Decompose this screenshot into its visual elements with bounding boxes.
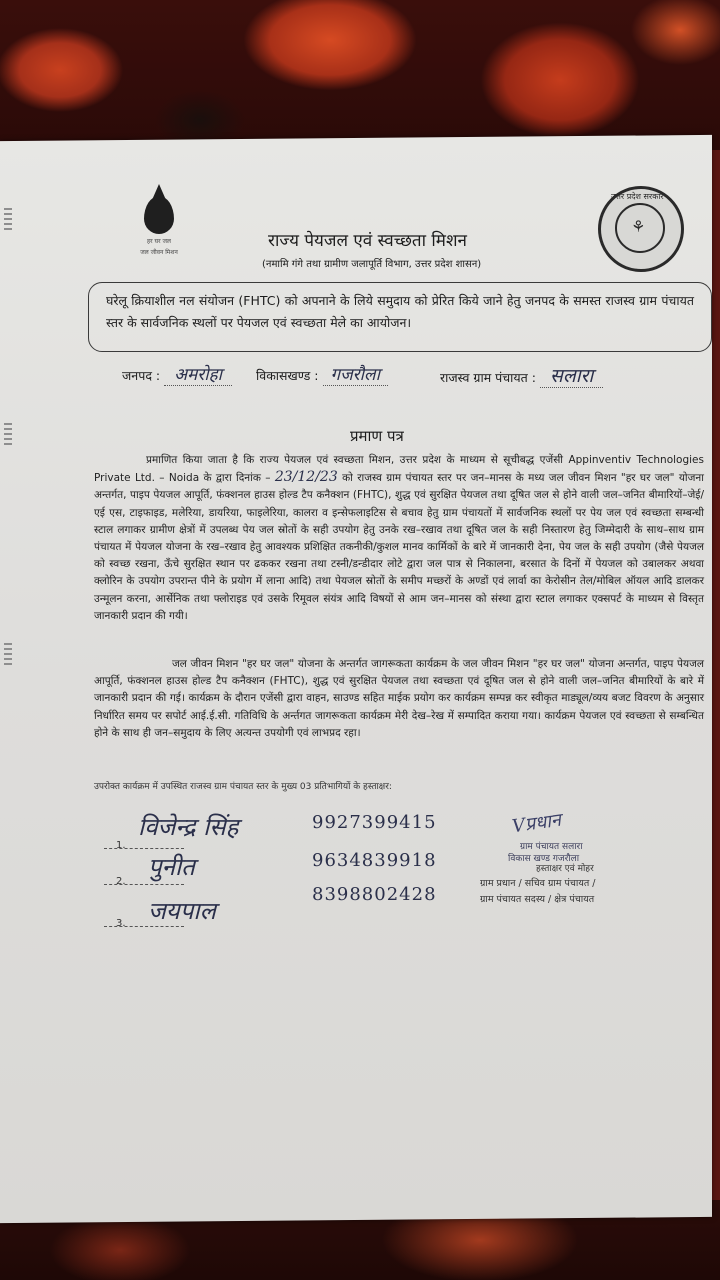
mission-title: राज्य पेयजल एवं स्वच्छता मिशन — [268, 231, 467, 251]
participant-number: 1. — [116, 840, 126, 851]
seal-emblem-icon: ⚘ — [631, 217, 646, 236]
participant-name: विजेन्द्र सिंह — [138, 813, 239, 841]
stamp-line-1: ग्राम पंचायत सलारा — [520, 842, 583, 852]
fabric-background-top — [0, 0, 720, 150]
punch-holes-top — [4, 205, 18, 233]
block-label: विकासखण्ड : — [256, 368, 319, 383]
block-value: गजरौला — [323, 365, 388, 386]
logo-caption-2: जल जीवन मिशन — [140, 249, 178, 256]
certificate-paragraph-1 — [94, 452, 704, 625]
stamp-line-2: विकास खण्ड गजरौला — [508, 854, 580, 864]
certificate-paragraph-2: जल जीवन मिशन "हर घर जल" योजना के अन्तर्गत जागरूकता कार्यक्रम के जल जीवन मिशन "हर घर जल" योजना अन्तर्गत, पाइप पेयजल आपूर्ति, फंक्शनल हाउस होल्ड टैप कनैक्शन (FHTC), शुद्ध एवं सुरक्षित पेयजल तथा स्वच्छता एवं दूषित जल से होने वाली जल–जनित बीमारियों के बारे में जानकारी प्रदान की गई। कार्यक्रम के दौरान एजेंसी द्वारा वाहन, साउण्ड सहित माईक प्रयोग कर कार्यक्रम सम्पन्न कर स्वीकृत माड्यूल/व्यय बजट विवरण के अनुसार निर्धारित समय पर सपोर्ट आई.ई.सी. गतिविधि के अर्न्तगत जागरूकता कार्यक्रम मेरी देख–रेख में सम्पादित कराया गया। कार्यक्रम पेयजल एवं स्वच्छता से सम्बन्धित होने के साथ ही जन–समुदाय के लिए अत्यन्त उपयोगी एवं लाभप्रद रहा। — [94, 658, 704, 739]
mission-subtitle: (नमामि गंगे तथा ग्रामीण जलापूर्ति विभाग, उत्तर प्रदेश शासन) — [262, 259, 482, 270]
paragraph-1-part-2: को राजस्व ग्राम पंचायत स्तर पर जन–मानस के मध्य जल जीवन मिशन "हर घर जल" योजना अन्तर्गत, पाइप पेयजल आपूर्ति, फंक्शनल हाउस होल्ड टैप कनैक्शन (FHTC), शुद्ध एवं सुरक्षित पेयजल तथा दूषित जल से होने वाली जल–जनित बीमारियों–जेई/एई एस, टाइफाइड, मलेरिया, डायरिया, फाइलेरिया, कालरा व इन्सेफलाइटिस से बचाव हेतु ग्राम पंचायतों में सार्वजनिक स्थलों पर पेय जल एवं स्वच्छता सम्बन्धी स्टाल लगाकर ग्रामीण क्षेत्रों में उपलब्ध पेय जल स्रोतों के सही उपयोग हेतु उनके रख–रखाव तथा दूषित जल के सही निस्तारण हेतु जिम्मेदारी के साथ–साथ ग्राम पंचायत में पेयजल योजना के रख–रखाव हेतु आवश्यक प्रशिक्षित तकनीकी/कुशल मानव कार्मिकों के बारे में जानकारी देना, पेय जल के सही उपयोग (जैसे पेयजल को स्वच्छ रखना, ऊँचे सुरक्षित स्थान पर ढककर रखना तथा टस्नी/डन्डीदार लोटे द्वारा जल पात्र से निकालना, बरसात के दिनों में पेयजल को उबालकर अथवा क्लोरिन के उपयोग उपरान्त पीने के प्रयोग में लाना आदि) तथा पेयजल स्रोतों के समीप मच्छरों के अण्डों एवं लार्वा का केरोसीन तेल/मोबिल ऑयल आदि डालकर उन्मूलन करना, आर्सेनिक तथा फ्लोराइड एवं उसके रिमूवल संयंत्र आदि विषयों से आम जन–मानस को संस्था द्वारा स्टाल लगाकर एक्सपर्ट के माध्यम से विस्तृत जानकारी प्रदान की गयी। — [94, 472, 704, 622]
roles-line-1: ग्राम प्रधान / सचिव ग्राम पंचायत / — [480, 878, 596, 889]
participants-intro: उपरोक्त कार्यक्रम में उपस्थित राजस्व ग्राम पंचायत स्तर के मुख्य 03 प्रतिभागियों के हस्ताक्षर: — [94, 782, 392, 792]
signature-label: हस्ताक्षर एवं मोहर — [536, 864, 594, 874]
participant-phone: 9927399415 — [312, 812, 437, 833]
water-drop-icon — [144, 196, 174, 234]
participant-name: पुनीत — [148, 853, 195, 881]
panchayat-value: सलारा — [540, 365, 603, 388]
event-title-text: घरेलू क्रियाशील नल संयोजन (FHTC) को अपनाने के लिये समुदाय को प्रेरित किये जाने हेतु जनपद के समस्त राजस्व ग्राम पंचायत स्तर के सार्वजनिक स्थलों पर पेयजल एवं स्वच्छता मेले का आयोजन। — [106, 293, 694, 330]
panchayat-label: राजस्व ग्राम पंचायत : — [440, 370, 536, 385]
seal-text: उत्तर प्रदेश सरकार — [611, 192, 664, 201]
participant-phone: 9634839918 — [312, 850, 437, 871]
block-field — [256, 362, 388, 385]
up-government-seal-icon — [598, 186, 684, 272]
punch-holes-lower — [4, 640, 18, 668]
jal-jeevan-logo — [128, 196, 190, 256]
pradhan-signature: Vप्रधान — [510, 809, 563, 838]
district-label: जनपद : — [122, 368, 161, 383]
pradhan-stamp — [496, 809, 626, 874]
participant-phone: 8398802428 — [312, 884, 437, 905]
certificate-heading: प्रमाण पत्र — [350, 427, 404, 445]
paragraph-1-part-1: प्रमाणित किया जाता है कि राज्य पेयजल एवं स्वच्छता मिशन, उत्तर प्रदेश के माध्यम से सूचीबद्ध एजेंसी Appinventiv Technologies Private Ltd. – Noida के द्वारा दिनांक – — [94, 454, 704, 485]
signatory-roles — [480, 876, 596, 908]
logo-caption-1: हर घर जल — [147, 238, 171, 245]
district-value: अमरोहा — [164, 365, 232, 386]
district-field — [122, 362, 232, 385]
signature-line — [104, 884, 184, 885]
participant-number: 3. — [116, 918, 126, 929]
event-date: 23/12/23 — [274, 469, 338, 486]
roles-line-2: ग्राम पंचायत सदस्य / क्षेत्र पंचायत — [480, 894, 595, 905]
participant-number: 2. — [116, 876, 126, 887]
participant-name: जयपाल — [148, 897, 216, 925]
signature-line — [104, 848, 184, 849]
panchayat-field — [440, 362, 603, 388]
punch-holes-middle — [4, 420, 18, 448]
